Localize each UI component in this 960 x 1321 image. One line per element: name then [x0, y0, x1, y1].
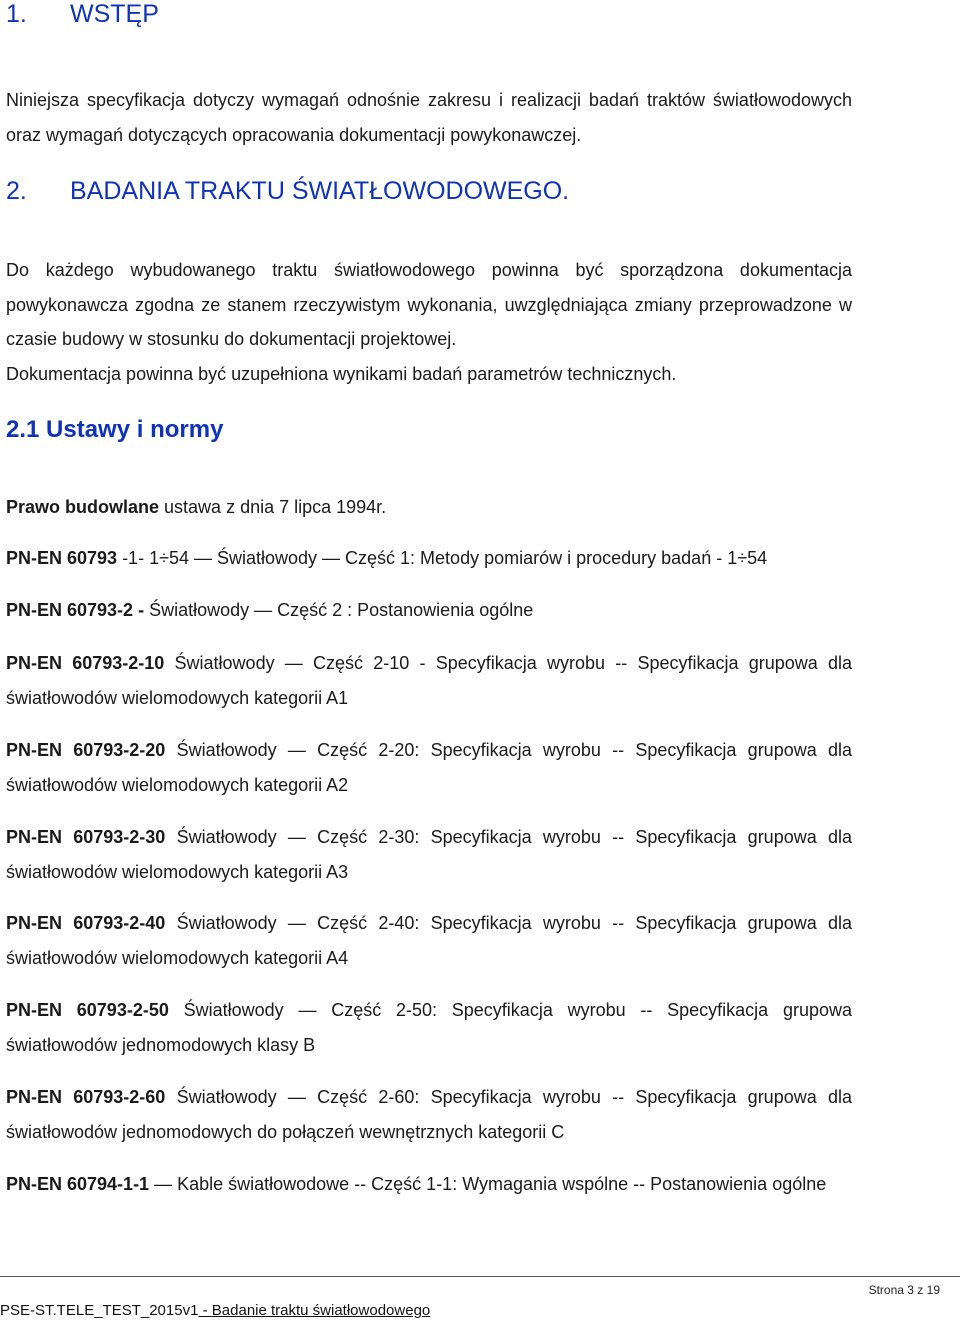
standard-text: Światłowody — Część 2-10 - Specyfikacja wyrobu -- Specyfikacja grupowa dla światłowodów wielomodowych kategorii A1 — [6, 653, 852, 708]
standard-code: PN-EN 60793-2 - — [6, 600, 145, 620]
standard-item — [6, 1080, 852, 1149]
footer-divider — [0, 1276, 960, 1277]
section-2-number: 2. — [6, 177, 27, 205]
doc-id: PSE-ST.TELE_TEST_2015v1 — [0, 1302, 199, 1319]
standard-item — [6, 593, 852, 628]
page-separator: z — [917, 1283, 924, 1297]
standard-code: PN-EN 60793-2-30 — [6, 827, 166, 847]
law-description: ustawa z dnia 7 lipca 1994r. — [159, 497, 387, 517]
page-current: 3 — [907, 1283, 914, 1297]
law-name: Prawo budowlane — [6, 497, 160, 517]
section-2-heading — [6, 177, 569, 206]
standard-item — [6, 541, 852, 576]
standard-text: Światłowody — Część 2-60: Specyfikacja wyrobu -- Specyfikacja grupowa dla światłowodów jednomodowych do połączeń wewnętrznych kategorii C — [6, 1087, 852, 1142]
standard-item — [6, 993, 852, 1062]
standard-code: PN-EN 60794-1-1 — [6, 1174, 150, 1194]
footer-document-id — [0, 1302, 430, 1319]
section-1-title: WSTĘP — [70, 0, 159, 28]
standard-text: -1- 1÷54 — Światłowody — Część 1: Metody pomiarów i procedury badań - 1÷54 — [117, 548, 768, 568]
standard-item — [6, 646, 852, 715]
standard-text: — Kable światłowodowe -- Część 1-1: Wymagania wspólne -- Postanowienia ogólne — [149, 1174, 827, 1194]
standard-item — [6, 733, 852, 802]
page-total: 19 — [926, 1283, 940, 1297]
standard-item — [6, 820, 852, 889]
standard-text: Światłowody — Część 2-30: Specyfikacja wyrobu -- Specyfikacja grupowa dla światłowodów wielomodowych kategorii A3 — [6, 827, 852, 882]
standard-item — [6, 1167, 852, 1202]
standard-code: PN-EN 60793-2-60 — [6, 1087, 166, 1107]
standard-code: PN-EN 60793 — [6, 548, 118, 568]
law-reference — [6, 497, 386, 518]
standard-code: PN-EN 60793-2-40 — [6, 913, 166, 933]
doc-title: Badanie traktu światłowodowego — [211, 1302, 431, 1319]
standard-text: Światłowody — Część 2-40: Specyfikacja wyrobu -- Specyfikacja grupowa dla światłowodów wielomodowych kategorii A4 — [6, 913, 852, 968]
standard-text: Światłowody — Część 2 : Postanowienia ogólne — [144, 600, 534, 620]
intro-paragraph: Niniejsza specyfikacja dotyczy wymagań odnośnie zakresu i realizacji badań traktów światłowodowych oraz wymagań dotyczących opracowania dokumentacji powykonawczej. — [6, 90, 852, 145]
standard-code: PN-EN 60793-2-10 — [6, 653, 165, 673]
body-paragraph-2: Dokumentacja powinna być uzupełniona wynikami badań parametrów technicznych. — [6, 364, 677, 384]
section-2-title: BADANIA TRAKTU ŚWIATŁOWODOWEGO. — [70, 177, 570, 205]
standard-code: PN-EN 60793-2-50 — [6, 1000, 169, 1020]
body-paragraph-1: Do każdego wybudowanego traktu światłowodowego powinna być sporządzona dokumentacja powykonawcza zgodna ze stanem rzeczywistym wykonania, uwzględniająca zmiany przeprowadzone w czasie budowy w stosunku do dokumentacji projektowej. — [6, 260, 852, 349]
standard-code: PN-EN 60793-2-20 — [6, 740, 166, 760]
section-1-number: 1. — [6, 0, 27, 28]
standard-text: Światłowody — Część 2-50: Specyfikacja wyrobu -- Specyfikacja grupowa światłowodów jednomodowych klasy B — [6, 1000, 852, 1055]
section-2-1-heading: 2.1 Ustawy i normy — [6, 416, 224, 443]
page-label: Strona — [868, 1283, 904, 1297]
doc-separator: - — [198, 1302, 212, 1319]
standard-text: Światłowody — Część 2-20: Specyfikacja wyrobu -- Specyfikacja grupowa dla światłowodów wielomodowych kategorii A2 — [6, 740, 852, 795]
page-number — [869, 1283, 940, 1297]
section-1-heading — [6, 0, 159, 29]
standard-item — [6, 906, 852, 975]
